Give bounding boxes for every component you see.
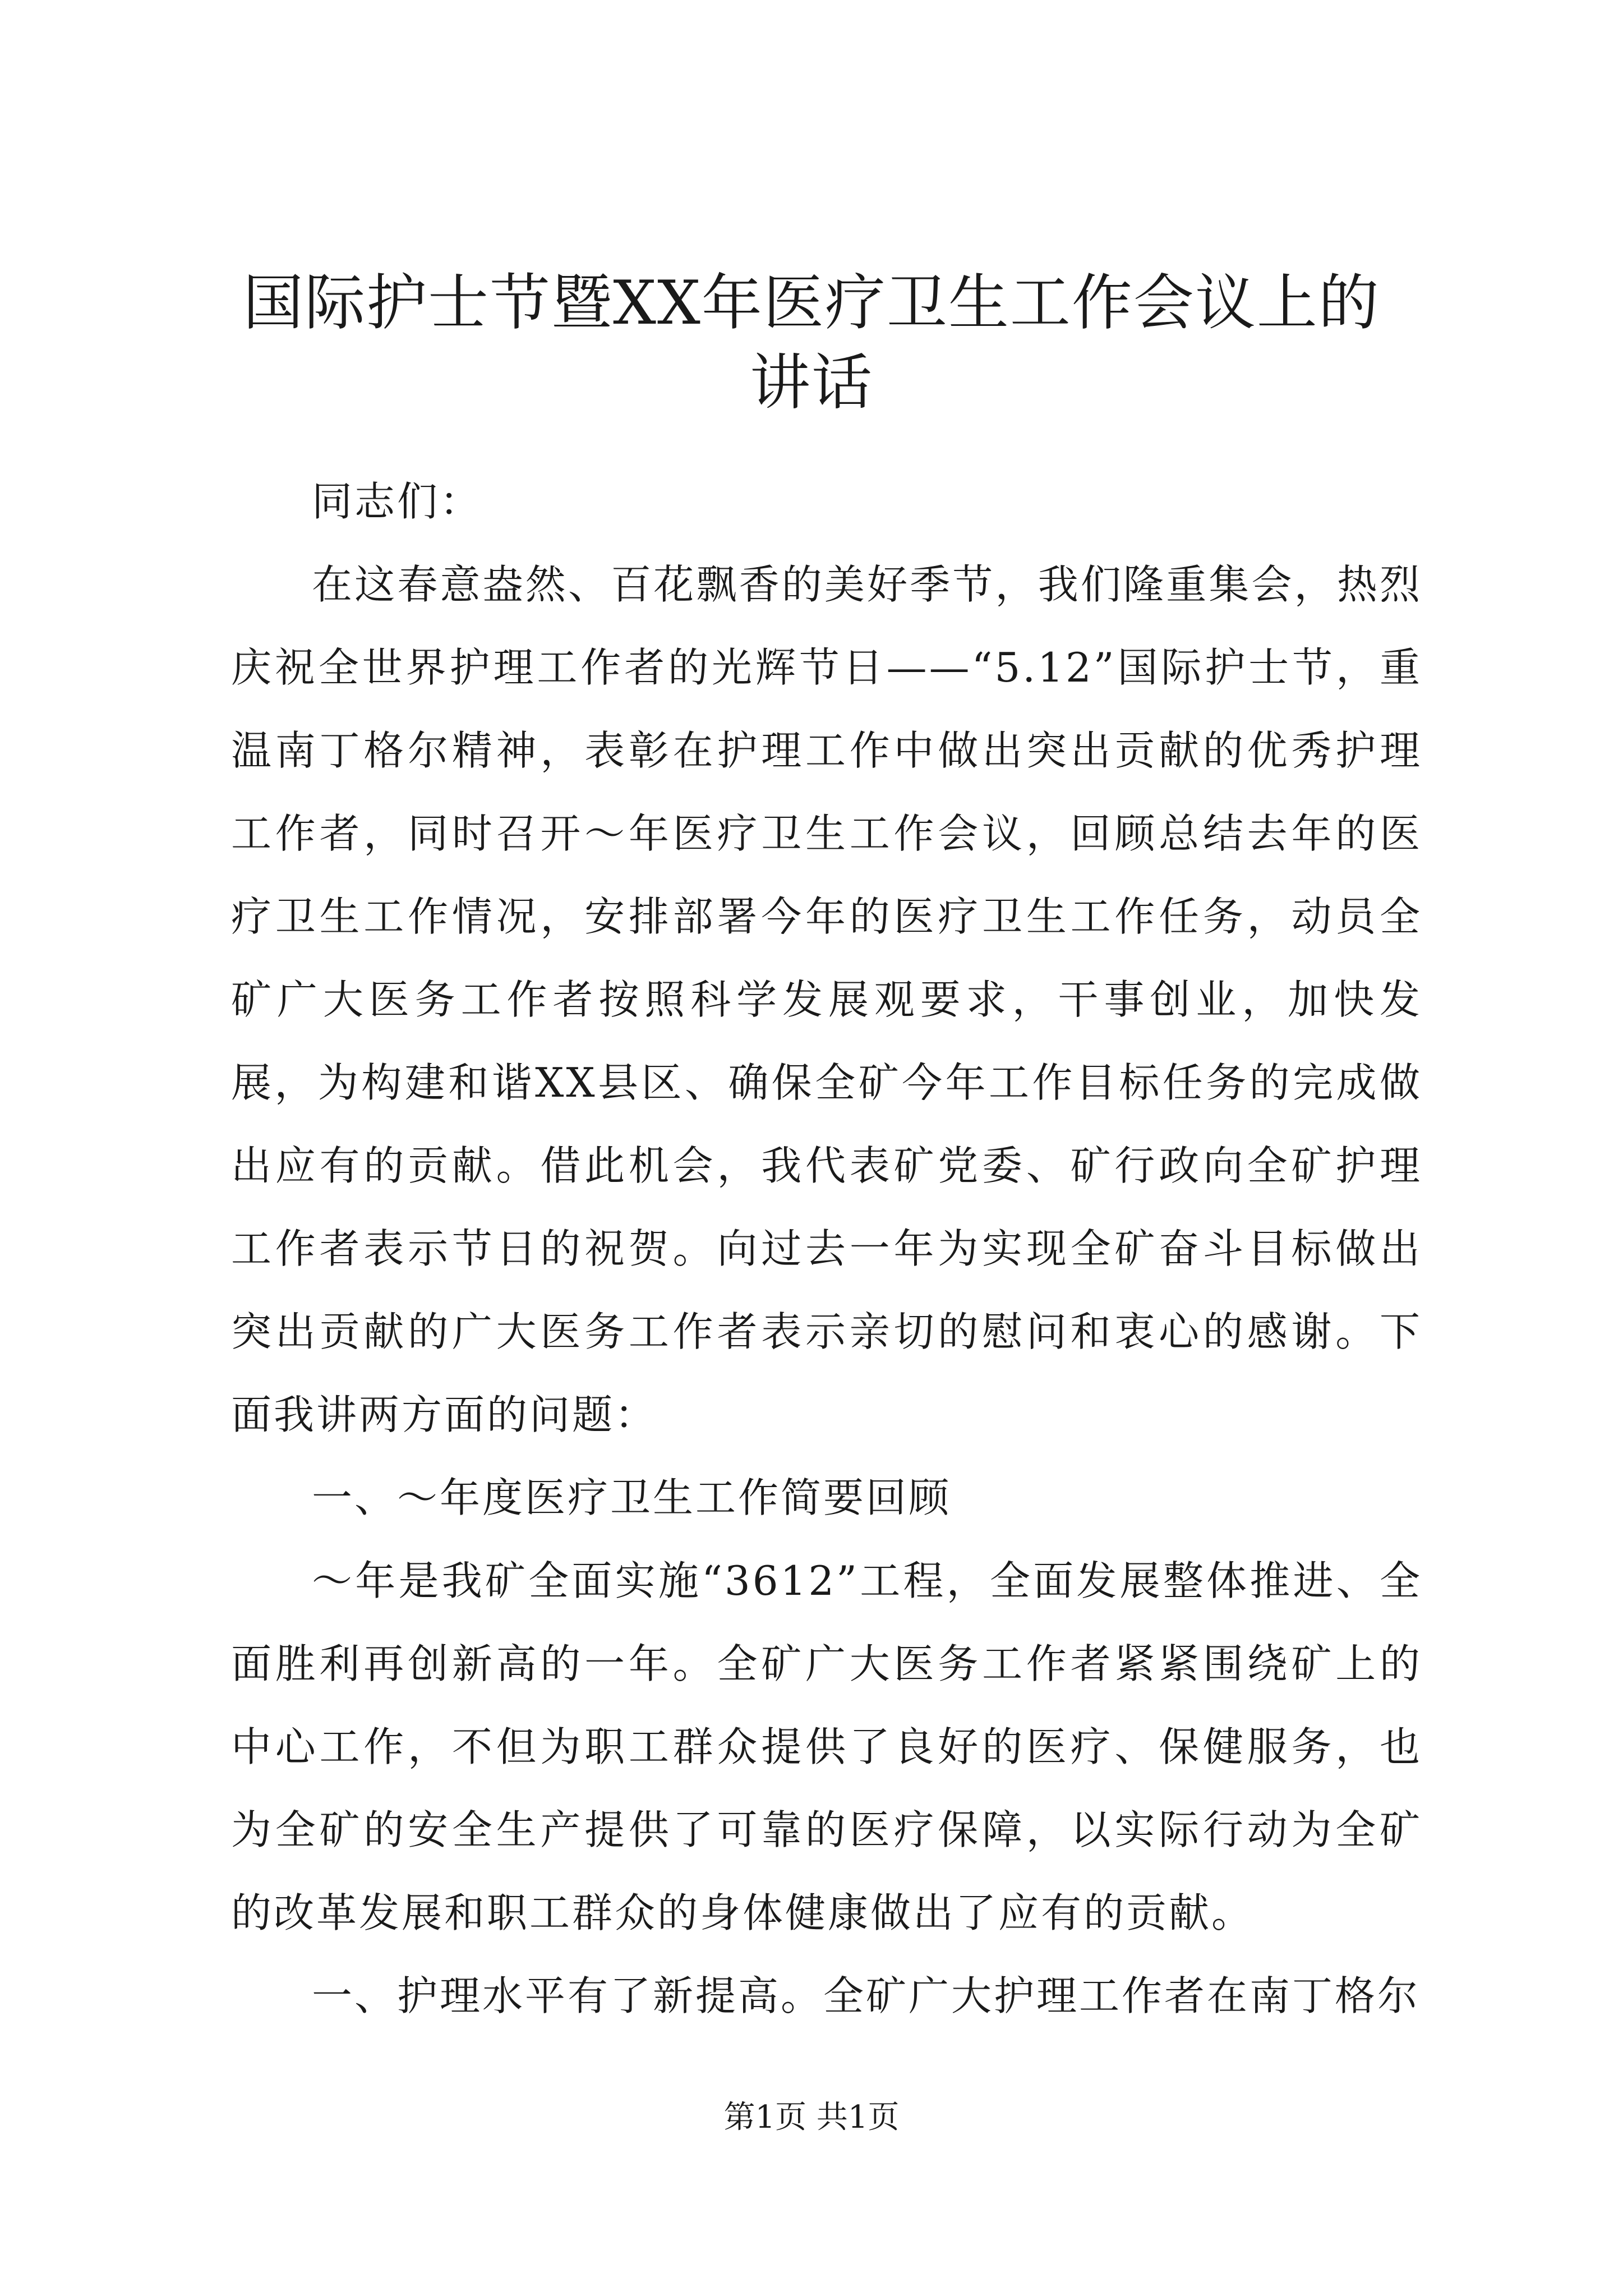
section-heading: 一、～年度医疗卫生工作简要回顾 bbox=[312, 1474, 952, 1521]
page-footer: 第1页 共1页 bbox=[723, 2099, 900, 2136]
document-title: 国际护士节暨XX年医疗卫生工作会议上的讲话 bbox=[243, 268, 1380, 418]
paragraph-review: ～年是我矿全面实施“3612”工程，全面发展整体推进、全面胜利再创新高的一年。全矿广大医务工作者紧紧围绕矿上的中心工作，不但为职工群众提供了良好的医疗、保健服务，也为全矿的安全生产提供了可靠的医疗保障，以实际行动为全矿的改革发展和职工群众的身体健康做出了应有的贡献。 bbox=[231, 1557, 1422, 1936]
document-body bbox=[231, 460, 1422, 2037]
paragraph-salutation: 同志们： bbox=[312, 478, 483, 525]
paragraph-nursing: 一、护理水平有了新提高。全矿广大护理工作者在南丁格尔 bbox=[312, 1972, 1421, 2019]
paragraph-opening: 在这春意盎然、百花飘香的美好季节，我们隆重集会，热烈庆祝全世界护理工作者的光辉节日——“5.12”国际护士节，重温南丁格尔精神，表彰在护理工作中做出突出贡献的优秀护理工作者，同时召开～年医疗卫生工作会议，回顾总结去年的医疗卫生工作情况，安排部署今年的医疗卫生工作任务，动员全矿广大医务工作者按照科学发展观要求，干事创业，加快发展，为构建和谐XX县区、确保全矿今年工作目标任务的完成做出应有的贡献。借此机会，我代表矿党委、矿行政向全矿护理工作者表示节日的祝贺。向过去一年为实现全矿奋斗目标做出突出贡献的广大医务工作者表示亲切的慰问和衷心的感谢。下面我讲两方面的问题： bbox=[231, 561, 1422, 1438]
